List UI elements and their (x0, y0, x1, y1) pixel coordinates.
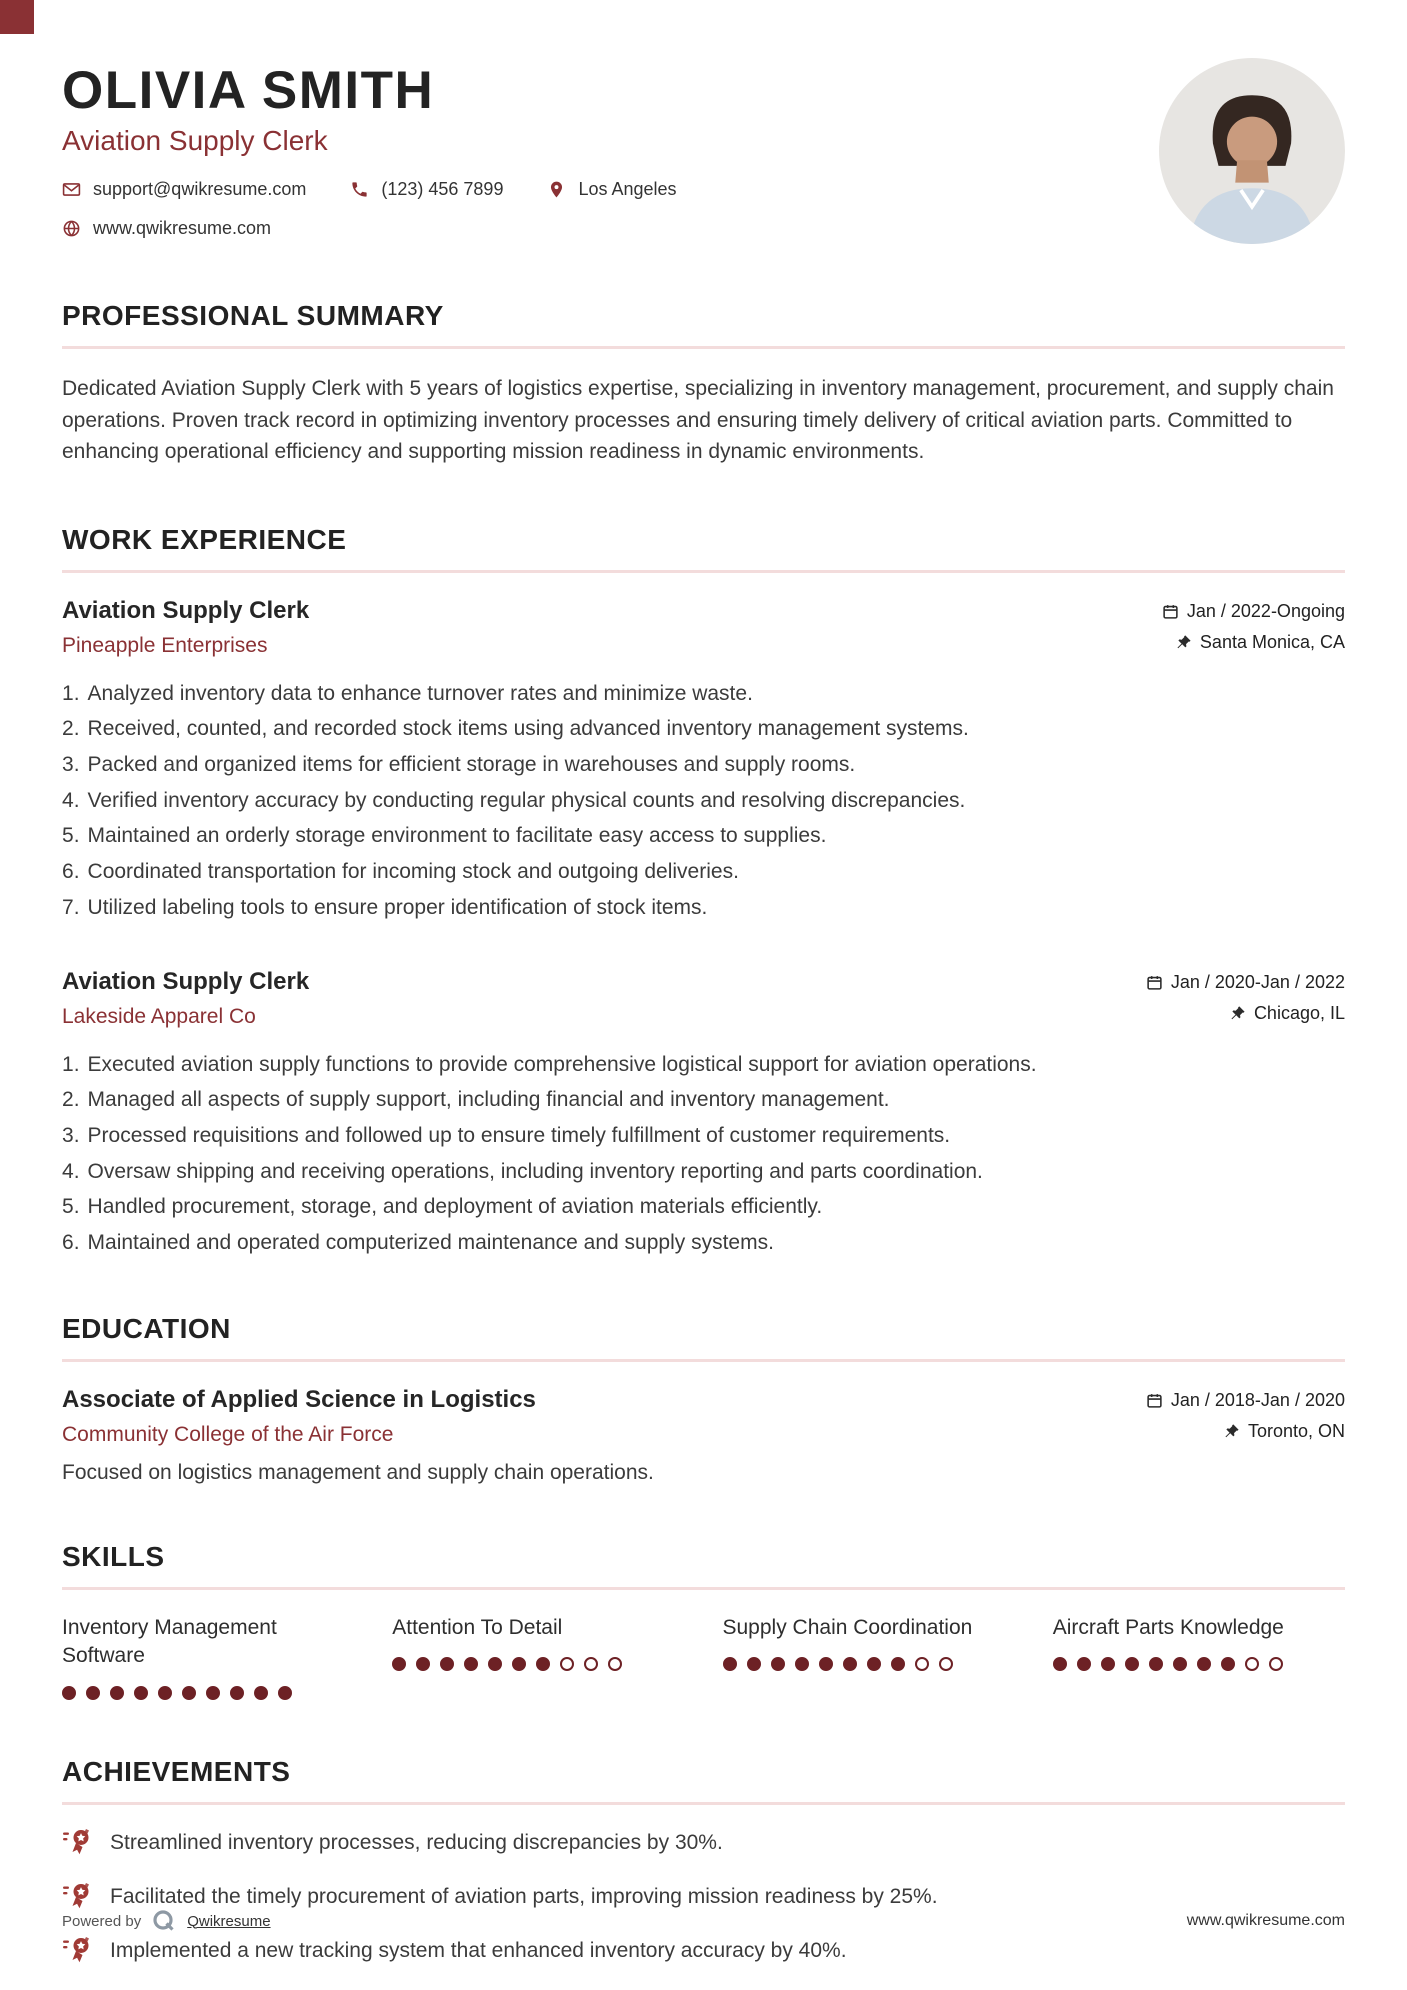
skill-dot (723, 1657, 737, 1671)
skill-dot (771, 1657, 785, 1671)
school-name: Community College of the Air Force (62, 1422, 394, 1446)
pushpin-icon (1223, 1423, 1240, 1440)
contact-row-2 (62, 218, 677, 239)
education-meta (1146, 1386, 1345, 1442)
job-location-line (1229, 1003, 1345, 1024)
skill-dot (1125, 1657, 1139, 1671)
job-entry-head (62, 968, 1345, 1029)
education-entry (62, 1386, 1345, 1485)
contact-phone (350, 179, 503, 200)
job-bullet-text: Analyzed inventory data to enhance turnover rates and minimize waste. (87, 681, 753, 705)
section-divider (62, 346, 1345, 349)
skill-item (62, 1614, 354, 1700)
skill-dot (1269, 1657, 1283, 1671)
skill-dot (86, 1686, 100, 1700)
skill-rating (392, 1657, 684, 1671)
footer-website-link[interactable]: www.qwikresume.com (1186, 1912, 1345, 1929)
job-bullet-text: Packed and organized items for efficient storage in warehouses and supply rooms. (87, 752, 856, 776)
phone-text: (123) 456 7899 (381, 179, 504, 199)
achievements-list (62, 1829, 1345, 1966)
job-dates-line (1146, 972, 1345, 993)
section-professional-summary (62, 300, 1345, 468)
skill-rating (62, 1686, 354, 1700)
person-name: OLIVIA SMITH (62, 61, 435, 120)
job-bullet-list (62, 680, 1345, 922)
section-divider (62, 1359, 1345, 1362)
job-meta (1146, 968, 1345, 1024)
job-entry-titles (62, 597, 309, 658)
skill-dot (1245, 1657, 1259, 1671)
section-divider (62, 1802, 1345, 1805)
summary-heading: PROFESSIONAL SUMMARY (62, 300, 444, 331)
job-bullet (62, 787, 1345, 815)
education-entry-titles (62, 1386, 536, 1447)
skill-dot (536, 1657, 550, 1671)
section-divider (62, 570, 1345, 573)
achievement-item (62, 1937, 1345, 1965)
website-text: www.qwikresume.com (93, 218, 272, 238)
skill-dot (488, 1657, 502, 1671)
qwikresume-logo-icon (151, 1908, 177, 1934)
job-entry-head (62, 597, 1345, 658)
contact-row-1 (62, 179, 677, 200)
skill-rating (1053, 1657, 1345, 1671)
job-dates: Jan / 2022-Ongoing (1186, 600, 1345, 621)
education-location-line (1223, 1421, 1345, 1442)
skill-name: Attention To Detail (392, 1615, 563, 1639)
job-bullet-text: Oversaw shipping and receiving operations, including inventory reporting and parts coordination. (87, 1159, 983, 1183)
achievement-text: Streamlined inventory processes, reducing discrepancies by 30%. (110, 1830, 723, 1854)
skill-dot (62, 1686, 76, 1700)
pushpin-icon (1175, 634, 1192, 651)
calendar-icon (1146, 974, 1163, 991)
summary-text: Dedicated Aviation Supply Clerk with 5 years of logistics expertise, specializing in inventory management, procurement, and supply chain operations. Proven track record in optimizing inventory processes and ensuring timely delivery of critical aviation parts. Committed to enhancing operational efficiency and supporting mission readiness in dynamic environments. (62, 377, 1334, 463)
job-bullet (62, 1086, 1345, 1114)
header (62, 46, 1345, 244)
skill-name: Supply Chain Coordination (722, 1615, 973, 1639)
skill-dot (560, 1657, 574, 1671)
skill-dot (843, 1657, 857, 1671)
job-bullet (62, 822, 1345, 850)
skill-dot (416, 1657, 430, 1671)
job-location: Santa Monica, CA (1199, 631, 1345, 652)
skill-dot (795, 1657, 809, 1671)
skill-dot (1173, 1657, 1187, 1671)
phone-icon (350, 180, 369, 199)
skill-dot (440, 1657, 454, 1671)
job-bullet (62, 715, 1345, 743)
job-bullet-text: Maintained and operated computerized maintenance and supply systems. (87, 1231, 774, 1255)
skill-dot (1197, 1657, 1211, 1671)
job-bullet-text: Maintained an orderly storage environment to facilitate easy access to supplies. (87, 824, 827, 848)
job-entry-titles (62, 968, 309, 1029)
skill-item (392, 1614, 684, 1671)
avatar (1159, 58, 1345, 244)
skill-item (723, 1614, 1015, 1671)
skill-dot (939, 1657, 953, 1671)
calendar-icon (1146, 1392, 1163, 1409)
skill-dot (134, 1686, 148, 1700)
job-location-line (1175, 632, 1345, 653)
job-meta (1162, 597, 1345, 653)
section-work-experience (62, 524, 1345, 1257)
award-ribbon-icon (62, 1882, 92, 1909)
job-bullet-text: Handled procurement, storage, and deployment of aviation materials efficiently. (87, 1195, 823, 1219)
skill-name: Aircraft Parts Knowledge (1052, 1615, 1284, 1639)
job-bullet (62, 1193, 1345, 1221)
email-text: support@qwikresume.com (93, 179, 307, 199)
degree-title: Associate of Applied Science in Logistics (62, 1385, 536, 1413)
job-bullet-text: Processed requisitions and followed up to ensure timely fulfillment of customer requirements. (87, 1123, 951, 1147)
education-dates-line (1146, 1390, 1345, 1411)
email-icon (62, 180, 81, 199)
contact-email (62, 179, 306, 200)
job-location: Chicago, IL (1253, 1002, 1345, 1023)
achievements-heading: ACHIEVEMENTS (62, 1755, 291, 1787)
skill-dot (819, 1657, 833, 1671)
skill-dot (747, 1657, 761, 1671)
section-skills (62, 1541, 1345, 1700)
pushpin-icon (1229, 1005, 1246, 1022)
header-text (62, 46, 677, 239)
job-bullet (62, 858, 1345, 886)
skill-dot (608, 1657, 622, 1671)
job-entry-1 (62, 597, 1345, 922)
job-bullet-text: Managed all aspects of supply support, including financial and inventory management. (87, 1088, 890, 1112)
skill-dot (915, 1657, 929, 1671)
location-text: Los Angeles (578, 179, 677, 199)
job-company: Lakeside Apparel Co (62, 1004, 256, 1028)
person-title: Aviation Supply Clerk (62, 125, 328, 156)
skill-dot (867, 1657, 881, 1671)
achievement-text: Facilitated the timely procurement of aviation parts, improving mission readiness by 25%. (110, 1884, 938, 1908)
award-ribbon-icon (62, 1828, 92, 1855)
skill-dot (206, 1686, 220, 1700)
education-dates: Jan / 2018-Jan / 2020 (1170, 1389, 1345, 1410)
skill-dot (1101, 1657, 1115, 1671)
achievement-item (62, 1883, 1345, 1911)
skill-dot (158, 1686, 172, 1700)
education-location: Toronto, ON (1247, 1420, 1345, 1441)
job-bullet-text: Coordinated transportation for incoming stock and outgoing deliveries. (87, 860, 739, 884)
job-company: Pineapple Enterprises (62, 633, 268, 657)
job-bullet-text: Verified inventory accuracy by conducting regular physical counts and resolving discrepancies. (87, 788, 966, 812)
education-description: Focused on logistics management and supply chain operations. (62, 1460, 654, 1484)
skill-dot (584, 1657, 598, 1671)
qwikresume-link[interactable]: Qwikresume (187, 1912, 271, 1930)
footer (62, 1908, 1345, 1934)
powered-by-label: Powered by (62, 1912, 142, 1930)
footer-branding (62, 1908, 271, 1934)
job-bullet (62, 1229, 1345, 1257)
section-achievements (62, 1756, 1345, 1966)
skill-dot (891, 1657, 905, 1671)
job-dates-line (1162, 601, 1345, 622)
skill-dot (1149, 1657, 1163, 1671)
achievement-text: Implemented a new tracking system that enhanced inventory accuracy by 40%. (110, 1939, 847, 1963)
job-bullet (62, 1051, 1345, 1079)
skill-dot (1053, 1657, 1067, 1671)
contact-location (547, 179, 676, 200)
skill-dot (230, 1686, 244, 1700)
achievement-item (62, 1829, 1345, 1857)
skill-dot (1221, 1657, 1235, 1671)
contact-website (62, 218, 271, 239)
job-dates: Jan / 2020-Jan / 2022 (1170, 971, 1345, 992)
skill-rating (723, 1657, 1015, 1671)
skill-item (1053, 1614, 1345, 1671)
skill-dot (464, 1657, 478, 1671)
skill-name: Inventory Management Software (62, 1615, 277, 1668)
contact-info (62, 179, 677, 239)
job-bullet (62, 1122, 1345, 1150)
work-heading: WORK EXPERIENCE (62, 523, 347, 555)
job-bullet (62, 894, 1345, 922)
skill-dot (254, 1686, 268, 1700)
skill-dot (278, 1686, 292, 1700)
job-bullet-text: Executed aviation supply functions to provide comprehensive logistical support for aviation operations. (87, 1052, 1037, 1076)
education-entry-head (62, 1386, 1345, 1447)
skills-heading: SKILLS (62, 1540, 165, 1572)
section-education (62, 1313, 1345, 1485)
job-bullet-list (62, 1051, 1345, 1257)
award-ribbon-icon (62, 1936, 92, 1963)
job-entry-2 (62, 968, 1345, 1257)
section-divider (62, 1587, 1345, 1590)
job-bullet (62, 751, 1345, 779)
job-title: Aviation Supply Clerk (62, 596, 310, 624)
job-title: Aviation Supply Clerk (62, 967, 310, 995)
calendar-icon (1162, 603, 1179, 620)
job-bullet (62, 680, 1345, 708)
skill-dot (392, 1657, 406, 1671)
skill-dot (1077, 1657, 1091, 1671)
education-heading: EDUCATION (62, 1312, 231, 1344)
skill-dot (110, 1686, 124, 1700)
job-bullet (62, 1158, 1345, 1186)
skill-dot (512, 1657, 526, 1671)
location-pin-icon (547, 180, 566, 199)
skills-grid (62, 1614, 1345, 1700)
job-bullet-text: Received, counted, and recorded stock items using advanced inventory management systems. (87, 717, 969, 741)
globe-icon (62, 219, 81, 238)
job-bullet-text: Utilized labeling tools to ensure proper identification of stock items. (87, 895, 708, 919)
skill-dot (182, 1686, 196, 1700)
corner-accent-square (0, 0, 34, 34)
